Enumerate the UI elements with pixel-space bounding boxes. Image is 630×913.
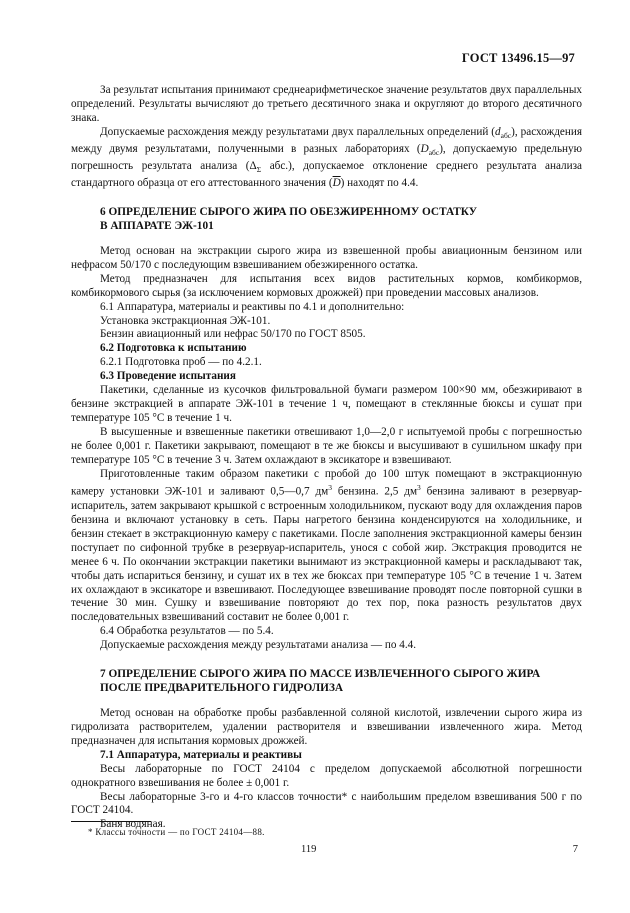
s7-1-subheading: 7.1 Аппаратура, материалы и реактивы (100, 748, 302, 761)
paragraph-result: За результат испытания принимают среднеарифметическое значение результатов двух параллельных определений. Результаты вычисляют до третьего десятичного знака и округляют до второго десятичного знака. (71, 84, 582, 124)
s6-3-subheading: 6.3 Проведение испытания (100, 370, 236, 383)
s6-tolerances: Допускаемые расхождения между результатами анализа — по 4.4. (100, 639, 417, 652)
document-header: ГОСТ 13496.15—97 (461, 51, 575, 65)
section-7-heading: 7 ОПРЕДЕЛЕНИЕ СЫРОГО ЖИРА ПО МАССЕ ИЗВЛЕЧЕННОГО СЫРОГО ЖИРА ПОСЛЕ ПРЕДВАРИТЕЛЬНОГО ГИДРОЛИЗА (100, 668, 541, 695)
s6-method-purpose: Метод предназначен для испытания всех видов растительных кормов, комбикормов, комбикормового сырья (за исключением кормовых дрожжей) при проведении массовых анализов. (71, 272, 582, 299)
s6-equipment-item: Бензин авиационный или нефрас 50/170 по ГОСТ 8505. (100, 328, 366, 341)
s6-method-basis: Метод основан на экстракции сырого жира из взвешенной пробы авиационным бензином или нефрасом 50/170 с последующим взвешиванием обезжиренного остатка. (71, 245, 582, 271)
s6-3-packets: Пакетики, сделанные из кусочков фильтровальной бумаги размером 100×90 мм, обезжиривают в бензине экстракцией в аппарате ЭЖ-101 в течение 1 ч, помещают в стеклянные бюксы и сушат при температуре 105 °С в течение 1 ч. (71, 384, 582, 424)
section-6-heading: 6 ОПРЕДЕЛЕНИЕ СЫРОГО ЖИРА ПО ОБЕЗЖИРЕННОМУ ОСТАТКУ В АППАРАТЕ ЭЖ-101 (100, 206, 477, 233)
s7-scales-1: Весы лабораторные по ГОСТ 24104 с пределом допускаемой абсолютной погрешности однократного взвешивания не более ± 0,001 г. (71, 762, 582, 789)
s6-2-1: 6.2.1 Подготовка проб — по 4.2.1. (100, 356, 262, 369)
paragraph-tolerances: Допускаемые расхождения между результатами двух параллельных определений $(d_{абс})$, расхождения между двумя результатами, полученными в разных лабораториях $(D_{абс})$, допускаемую предельную погрешность результата анализа ($\Delta_\Sigma$ абс.), допускаемое отклонение среднего результата анализа стандартного образца от его аттестованного значения $(\overline{D})$ находят по 4.4. (71, 125, 583, 190)
s7-water-bath: Баня водяная. (100, 818, 166, 831)
s6-equipment-item: Установка экстракционная ЭЖ-101. (100, 314, 271, 327)
s6-2-subheading: 6.2 Подготовка к испытанию (100, 342, 247, 355)
page-number-center: 119 (301, 844, 317, 855)
s7-scales-2: Весы лабораторные 3-го и 4-го классов точности* с наибольшим пределом взвешивания 500 г по ГОСТ 24104. (71, 790, 582, 817)
s6-4-processing: 6.4 Обработка результатов — по 5.4. (100, 625, 274, 638)
s6-3-extraction: Приготовленные таким образом пакетики с пробой до 100 штук помещают в экстракционную камеру установки ЭЖ-101 и заливают 0,5—0,7 $дм^3$ бензина. 2,5 $дм^3$ бензина заливают в резервуар-испаритель, затем закрывают крышкой с встроенным холодильником, пускают воду для охлаждения паров бензина и включают установку в сеть. Пары нагретого бензина конденсируются на холодильнике, и бензин стекает в экстракционную камеру с пакетиками. После заполнения экстракционной камеры бензин поступает по сифонной трубке в резервуар-испаритель, унося с собой жир. Экстракция проводится не менее 6 ч. По окончании экстракции пакетики вынимают из экстракционной камеры и раскладывают так, чтобы дать испариться бензину, и сушат их в тех же бюксах при температуре 105 °С в течение 1 ч. Затем их охлаждают в эксикаторе и взвешивают. Последующее взвешивание проводят после повторной сушки в течение 30 мин. Сушку и взвешивание повторяют до тех пор, пока разность результатов двух последовательных взвешиваний составит не более 0,001 г. (71, 467, 582, 624)
s7-method-basis: Метод основан на обработке пробы разбавленной соляной кислотой, извлечении сырого жира из гидролизата растворителем, удалении растворителя и взвешивании извлеченного жира. Метод предназначен для испытания кормовых дрожжей. (71, 707, 582, 747)
page-number-right: 7 (572, 844, 578, 855)
footnote: * Классы точности — по ГОСТ 24104—88. (88, 827, 265, 837)
footnote-divider (71, 821, 151, 822)
document-body (71, 84, 582, 832)
s6-1-equipment: 6.1 Аппаратура, материалы и реактивы по 4.1 и дополнительно: (100, 300, 405, 313)
s6-3-weighing: В высушенные и взвешенные пакетики отвешивают 1,0—2,0 г испытуемой пробы с погрешностью не более 0,001 г. Пакетики закрывают, помещают в те же бюксы и высушивают в сушильном шкафу при температуре 105 °С в течение 3 ч. Затем охлаждают в эксикаторе и взвешивают. (71, 425, 582, 466)
